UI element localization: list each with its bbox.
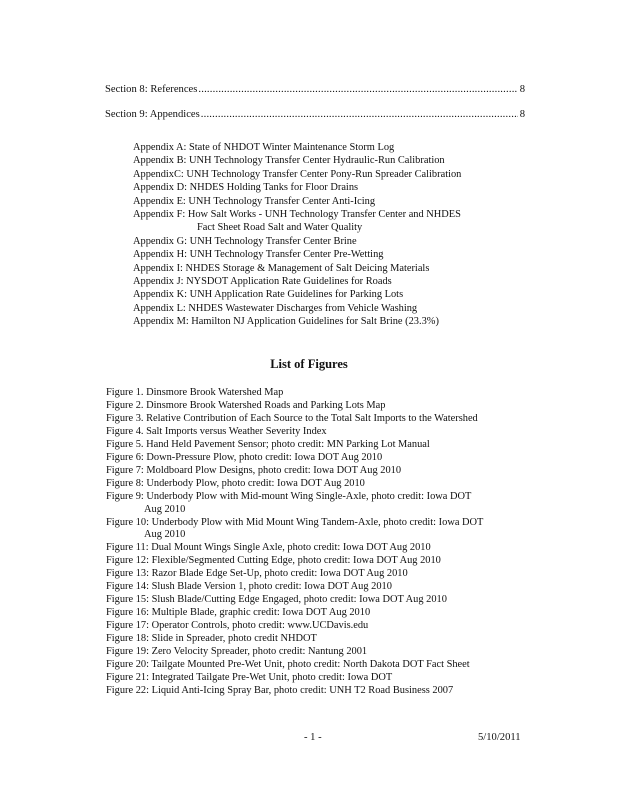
toc-entry-appendices	[105, 108, 525, 121]
appendix-item: Appendix F: How Salt Works - UNH Technology Transfer Center and NHDES Fact Sheet Road Salt and Water Quality	[133, 209, 461, 234]
appendix-item: Appendix I: NHDES Storage & Management of Salt Deicing Materials	[133, 262, 430, 274]
figure-item: Figure 6: Down-Pressure Plow, photo credit: Iowa DOT Aug 2010	[106, 451, 383, 463]
figure-item: Figure 16: Multiple Blade, graphic credit: Iowa DOT Aug 2010	[106, 607, 371, 619]
figure-item: Figure 12: Flexible/Segmented Cutting Edge, photo credit: Iowa DOT Aug 2010	[106, 555, 441, 567]
figure-item: Figure 17: Operator Controls, photo credit: www.UCDavis.edu	[106, 620, 369, 632]
toc-entry-references	[105, 83, 525, 96]
figure-item: Figure 21: Integrated Tailgate Pre-Wet Unit, photo credit: Iowa DOT	[106, 671, 393, 683]
toc-dot-leader	[198, 83, 517, 96]
appendix-item: Appendix H: UNH Technology Transfer Center Pre-Wetting	[133, 249, 384, 261]
figure-item: Figure 4. Salt Imports versus Weather Severity Index	[106, 425, 327, 437]
figure-item: Figure 1. Dinsmore Brook Watershed Map	[106, 387, 284, 398]
figure-item: Figure 2. Dinsmore Brook Watershed Roads and Parking Lots Map	[106, 399, 386, 411]
appendix-list	[133, 141, 533, 329]
figure-item: Figure 7: Moldboard Plow Designs, photo credit: Iowa DOT Aug 2010	[106, 464, 402, 476]
toc-entry-label: Section 9: Appendices	[105, 109, 200, 120]
figure-item: Figure 18: Slide in Spreader, photo credit NHDOT	[106, 633, 317, 645]
figure-item: Figure 3. Relative Contribution of Each Source to the Total Salt Imports to the Watershed	[106, 412, 478, 424]
figure-item: Figure 9: Underbody Plow with Mid-mount Wing Single-Axle, photo credit: Iowa DOT Aug 2010	[106, 490, 472, 515]
appendix-item: Appendix G: UNH Technology Transfer Center Brine	[133, 235, 357, 247]
footer-date: 5/10/2011	[478, 732, 521, 743]
list-of-figures-heading: List of Figures	[270, 357, 348, 371]
figure-item: Figure 20: Tailgate Mounted Pre-Wet Unit, photo credit: North Dakota DOT Fact Sheet	[106, 659, 470, 671]
figure-item: Figure 10: Underbody Plow with Mid Mount Wing Tandem-Axle, photo credit: Iowa DOT Aug 2010	[106, 516, 484, 541]
toc-entry-label: Section 8: References	[105, 84, 198, 95]
toc-dot-leader	[201, 108, 518, 121]
toc-entry-page: 8	[519, 84, 525, 95]
figure-item: Figure 11: Dual Mount Wings Single Axle, photo credit: Iowa DOT Aug 2010	[106, 542, 431, 554]
figure-list	[106, 387, 546, 698]
toc-entry-page: 8	[519, 109, 525, 120]
figure-item: Figure 22: Liquid Anti-Icing Spray Bar, photo credit: UNH T2 Road Business 2007	[106, 684, 454, 696]
appendix-item: Appendix J: NYSDOT Application Rate Guidelines for Roads	[133, 276, 392, 288]
appendix-item: Appendix L: NHDES Wastewater Discharges from Vehicle Washing	[133, 302, 418, 314]
appendix-item: Appendix M: Hamilton NJ Application Guidelines for Salt Brine (23.3%)	[133, 316, 439, 328]
page-number: - 1 -	[304, 732, 322, 743]
appendix-item: Appendix E: UNH Technology Transfer Center Anti-Icing	[133, 195, 376, 207]
figure-item: Figure 5. Hand Held Pavement Sensor; photo credit: MN Parking Lot Manual	[106, 438, 430, 450]
figure-item: Figure 13: Razor Blade Edge Set-Up, photo credit: Iowa DOT Aug 2010	[106, 568, 408, 580]
appendix-item: Appendix B: UNH Technology Transfer Center Hydraulic-Run Calibration	[133, 155, 445, 167]
appendix-item: Appendix A: State of NHDOT Winter Maintenance Storm Log	[133, 142, 395, 153]
figure-item: Figure 19: Zero Velocity Spreader, photo credit: Nantung 2001	[106, 646, 368, 658]
appendix-item: AppendixC: UNH Technology Transfer Center Pony-Run Spreader Calibration	[133, 168, 462, 180]
appendix-item: Appendix D: NHDES Holding Tanks for Floor Drains	[133, 182, 359, 194]
appendix-item: Appendix K: UNH Application Rate Guidelines for Parking Lots	[133, 289, 404, 301]
figure-item: Figure 15: Slush Blade/Cutting Edge Engaged, photo credit: Iowa DOT Aug 2010	[106, 594, 447, 606]
figure-item: Figure 8: Underbody Plow, photo credit: Iowa DOT Aug 2010	[106, 477, 365, 489]
figure-item: Figure 14: Slush Blade Version 1, photo credit: Iowa DOT Aug 2010	[106, 581, 392, 593]
